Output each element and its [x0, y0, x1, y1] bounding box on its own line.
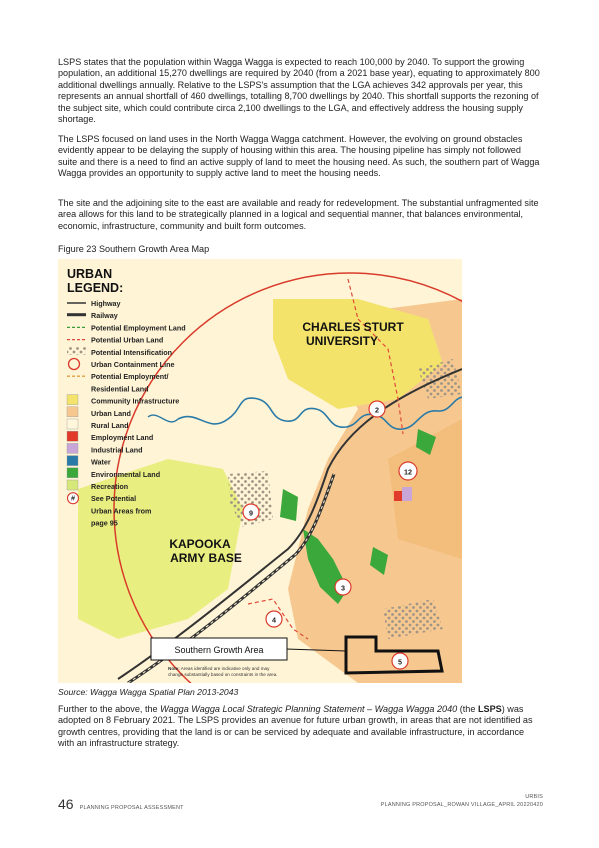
- legend-label: See Potential: [91, 494, 137, 504]
- svg-text:5: 5: [398, 657, 402, 667]
- lsps-title: Wagga Wagga Local Strategic Planning Statement – Wagga Wagga 2040: [160, 704, 458, 714]
- legend-item: [67, 407, 131, 418]
- legend-item: [91, 506, 151, 515]
- svg-text:2: 2: [375, 405, 379, 415]
- kapooka-label-line2: ARMY BASE: [170, 551, 242, 565]
- svg-text:3: 3: [341, 583, 345, 593]
- legend-label: Residential Land: [91, 384, 149, 394]
- legend-label: Potential Urban Land: [91, 335, 164, 345]
- area-number-9: [243, 504, 259, 520]
- southern-growth-area-map: [58, 259, 462, 683]
- callout-label: Southern Growth Area: [174, 645, 264, 655]
- paragraph-north-wagga: The LSPS focused on land uses in the North Wagga Wagga catchment. However, the evolving on ground obstacles evidently appear to be delaying the supply of housing within this area. The housing pipeline has simply not followed suite and there is a need to find an active supply of land to meet the housing need. As such, the southern part of Wagga Wagga provides an opportunity to supply active land to meet the housing needs.: [58, 134, 540, 179]
- paragraph-lsps-adoption: Further to the above, the Wagga Wagga Local Strategic Planning Statement – Wagga Wagga 2040 (the LSPS) was adopted on 8 February 2021. The LSPS provides an avenue for future urban growth, in areas that are not identified as growth centres, providing that the land is or can be serviced by adequate and available infrastructure, in accordance with an infrastructure strategy.: [58, 704, 533, 749]
- svg-text:4: 4: [272, 615, 276, 625]
- kapooka-label-line1: KAPOOKA: [169, 537, 231, 551]
- footer-right: [381, 793, 543, 809]
- legend-label: Potential Intensification: [91, 347, 173, 357]
- legend-label: Industrial Land: [91, 445, 143, 455]
- footer-document-title: PLANNING PROPOSAL_ROWAN VILLAGE_APRIL 20220420: [380, 802, 543, 808]
- footer-company: URBIS: [525, 794, 543, 800]
- area-number-4: [266, 611, 282, 627]
- legend-item: [91, 519, 118, 528]
- legend-label: Potential Employment/: [91, 372, 169, 382]
- legend-symbol: [67, 468, 78, 478]
- paragraph-lsps-population: LSPS states that the population within Wagga Wagga is expected to reach 100,000 by 2040. To support the growing population, an additional 15,270 dwellings are required by 2040 (from a 2021 base year), equating to approximately 800 additional dwellings annually. Relative to the LSPS's assumption that the LGA achieves 342 approvals per year, this represents an annual shortfall of 460 dwellings, totalling 8,700 dwellings by 2040. This shortfall supports the rezoning of the subject site, which could contribute circa 2,100 dwellings to the LGA, and effectively address the housing supply shortage.: [58, 57, 540, 125]
- legend-item: [91, 384, 149, 393]
- footer-left: [58, 796, 184, 812]
- legend-label: Environmental Land: [91, 469, 161, 479]
- legend-symbol: [67, 347, 86, 355]
- map-note: [168, 666, 278, 677]
- legend-symbol: [67, 419, 78, 429]
- legend-title-1: URBAN: [67, 267, 113, 281]
- employment-land-patch: [394, 491, 402, 501]
- svg-text:#: #: [71, 493, 75, 503]
- legend-symbol: [68, 493, 79, 504]
- area-number-2: [369, 401, 385, 417]
- legend-label: Employment Land: [91, 433, 154, 443]
- legend-label: Potential Employment Land: [91, 323, 186, 333]
- paragraph-site-availability: The site and the adjoining site to the east are available and ready for redevelopment. The substantial unfragmented site area allows for this land to be strategically planned in a logical and sequential manner, that balances environmental, economic, infrastructure, community and built form outcomes.: [58, 198, 539, 231]
- legend-label: Recreation: [91, 482, 129, 491]
- svg-text:9: 9: [249, 508, 253, 518]
- map-note-line1: Note: Areas identified are indicative only and may: [168, 666, 270, 671]
- legend-symbol: [67, 395, 78, 405]
- legend-label: Urban Land: [91, 408, 131, 418]
- area-number-12: [399, 462, 417, 480]
- legend-label: Rural Land: [91, 421, 129, 430]
- legend-title-2: LEGEND:: [67, 281, 124, 295]
- lsps-abbrev: LSPS: [477, 704, 502, 714]
- csu-label-line1: CHARLES STURT: [302, 320, 404, 334]
- legend-symbol: [67, 480, 78, 490]
- page-number: 46: [58, 796, 74, 812]
- map-graphic: [58, 259, 462, 683]
- figure-source: Source: Wagga Wagga Spatial Plan 2013-2043: [58, 687, 239, 697]
- legend-label: Community Infrastructure: [91, 396, 180, 406]
- figure-caption: Figure 23 Southern Growth Area Map: [58, 244, 210, 254]
- legend-label: Railway: [91, 311, 118, 321]
- map-note-line2: change substantially based on constraints in the area.: [168, 672, 278, 677]
- legend-label: Highway: [91, 299, 121, 308]
- legend-label: Urban Containment Line: [91, 360, 175, 369]
- csu-label-line2: UNIVERSITY: [305, 334, 379, 348]
- industrial-land-patch: [402, 487, 412, 501]
- legend-item: [67, 480, 128, 491]
- svg-text:12: 12: [404, 467, 412, 477]
- legend-label: Water: [91, 457, 111, 467]
- area-number-3: [335, 579, 351, 595]
- legend-symbol: [67, 443, 78, 453]
- legend-symbol: [67, 313, 86, 316]
- area-number-5: [392, 653, 408, 669]
- legend-symbol: [67, 407, 78, 417]
- legend-label: page 95: [91, 518, 118, 528]
- legend-symbol: [67, 431, 78, 441]
- legend-label: Urban Areas from: [91, 506, 152, 516]
- legend-item: [67, 419, 129, 430]
- footer-section-title: PLANNING PROPOSAL ASSESSMENT: [79, 805, 184, 811]
- legend-symbol: [67, 456, 78, 466]
